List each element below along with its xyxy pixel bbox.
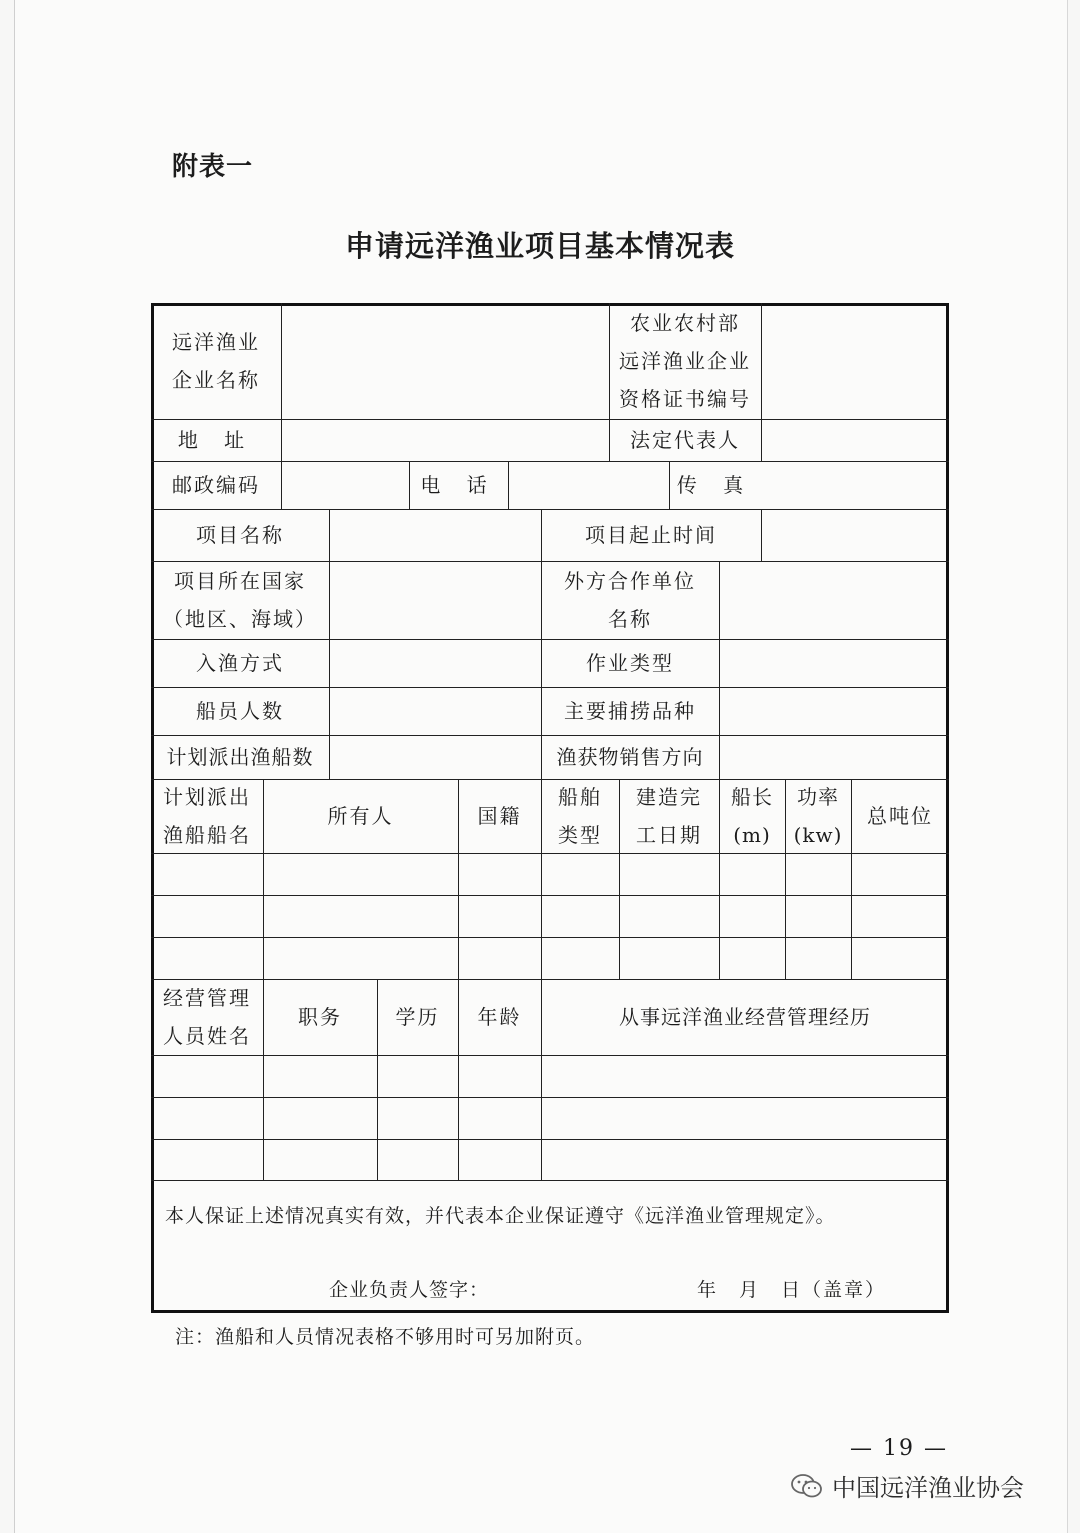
label-foreign-partner: 外方合作单位 名称	[564, 569, 696, 631]
label-operation-type: 作业类型	[586, 651, 674, 675]
vessel-header-type: 船舶 类型	[558, 785, 602, 847]
pledge-statement: 本人保证上述情况真实有效，并代表本企业保证遵守《远洋渔业管理规定》。	[165, 1205, 836, 1227]
watermark	[790, 1468, 1024, 1503]
label-company-name: 远洋渔业 企业名称	[172, 330, 260, 392]
staff-header-experience: 从事远洋渔业经营管理经历	[619, 1005, 871, 1029]
vessel-header-length: 船长 (m)	[731, 785, 773, 847]
vessel-header-tonnage: 总吨位	[867, 804, 933, 828]
label-crew-count: 船员人数	[196, 699, 284, 723]
vessel-header-power: 功率 (kw)	[793, 785, 843, 847]
label-catch-sales: 渔获物销售方向	[556, 745, 704, 769]
form-title: 申请远洋渔业项目基本情况表	[344, 229, 735, 263]
label-entry-mode: 入渔方式	[196, 651, 284, 675]
label-fax: 传 真	[676, 473, 754, 497]
application-form-table	[151, 303, 949, 1313]
signature-label: 企业负责人签字：	[329, 1279, 490, 1301]
label-address: 地 址	[177, 428, 255, 452]
page-number: — 19 —	[850, 1436, 948, 1461]
label-vessel-count: 计划派出渔船数	[166, 745, 314, 769]
label-project-period: 项目起止时间	[585, 523, 717, 547]
staff-header-position: 职务	[298, 1005, 342, 1029]
staff-header-age: 年龄	[477, 1005, 522, 1029]
staff-header-education: 学历	[395, 1005, 440, 1029]
vessel-header-owner: 所有人	[327, 804, 394, 828]
label-project-country: 项目所在国家 （地区、海域）	[163, 569, 317, 631]
vessel-header-nationality: 国籍	[477, 804, 522, 828]
label-postal-code: 邮政编码	[172, 473, 260, 497]
label-phone: 电 话	[420, 473, 497, 497]
footnote: 注：渔船和人员情况表格不够用时可另加附页。	[175, 1326, 596, 1348]
label-legal-representative: 法定代表人	[630, 428, 740, 452]
signature-date-seal: 年 月 日（盖章）	[697, 1279, 887, 1301]
label-main-species: 主要捕捞品种	[564, 699, 696, 723]
staff-header-name: 经营管理 人员姓名	[163, 986, 251, 1048]
vessel-header-build-date: 建造完 工日期	[636, 785, 702, 847]
label-qualification-cert: 农业农村部 远洋渔业企业 资格证书编号	[619, 311, 751, 411]
wechat-icon	[790, 1473, 824, 1499]
vessel-header-name: 计划派出 渔船船名	[163, 785, 251, 847]
label-project-name: 项目名称	[196, 523, 284, 547]
watermark-text: 中国远洋渔业协会	[832, 1474, 1024, 1502]
attachment-label: 附表一	[172, 152, 254, 182]
